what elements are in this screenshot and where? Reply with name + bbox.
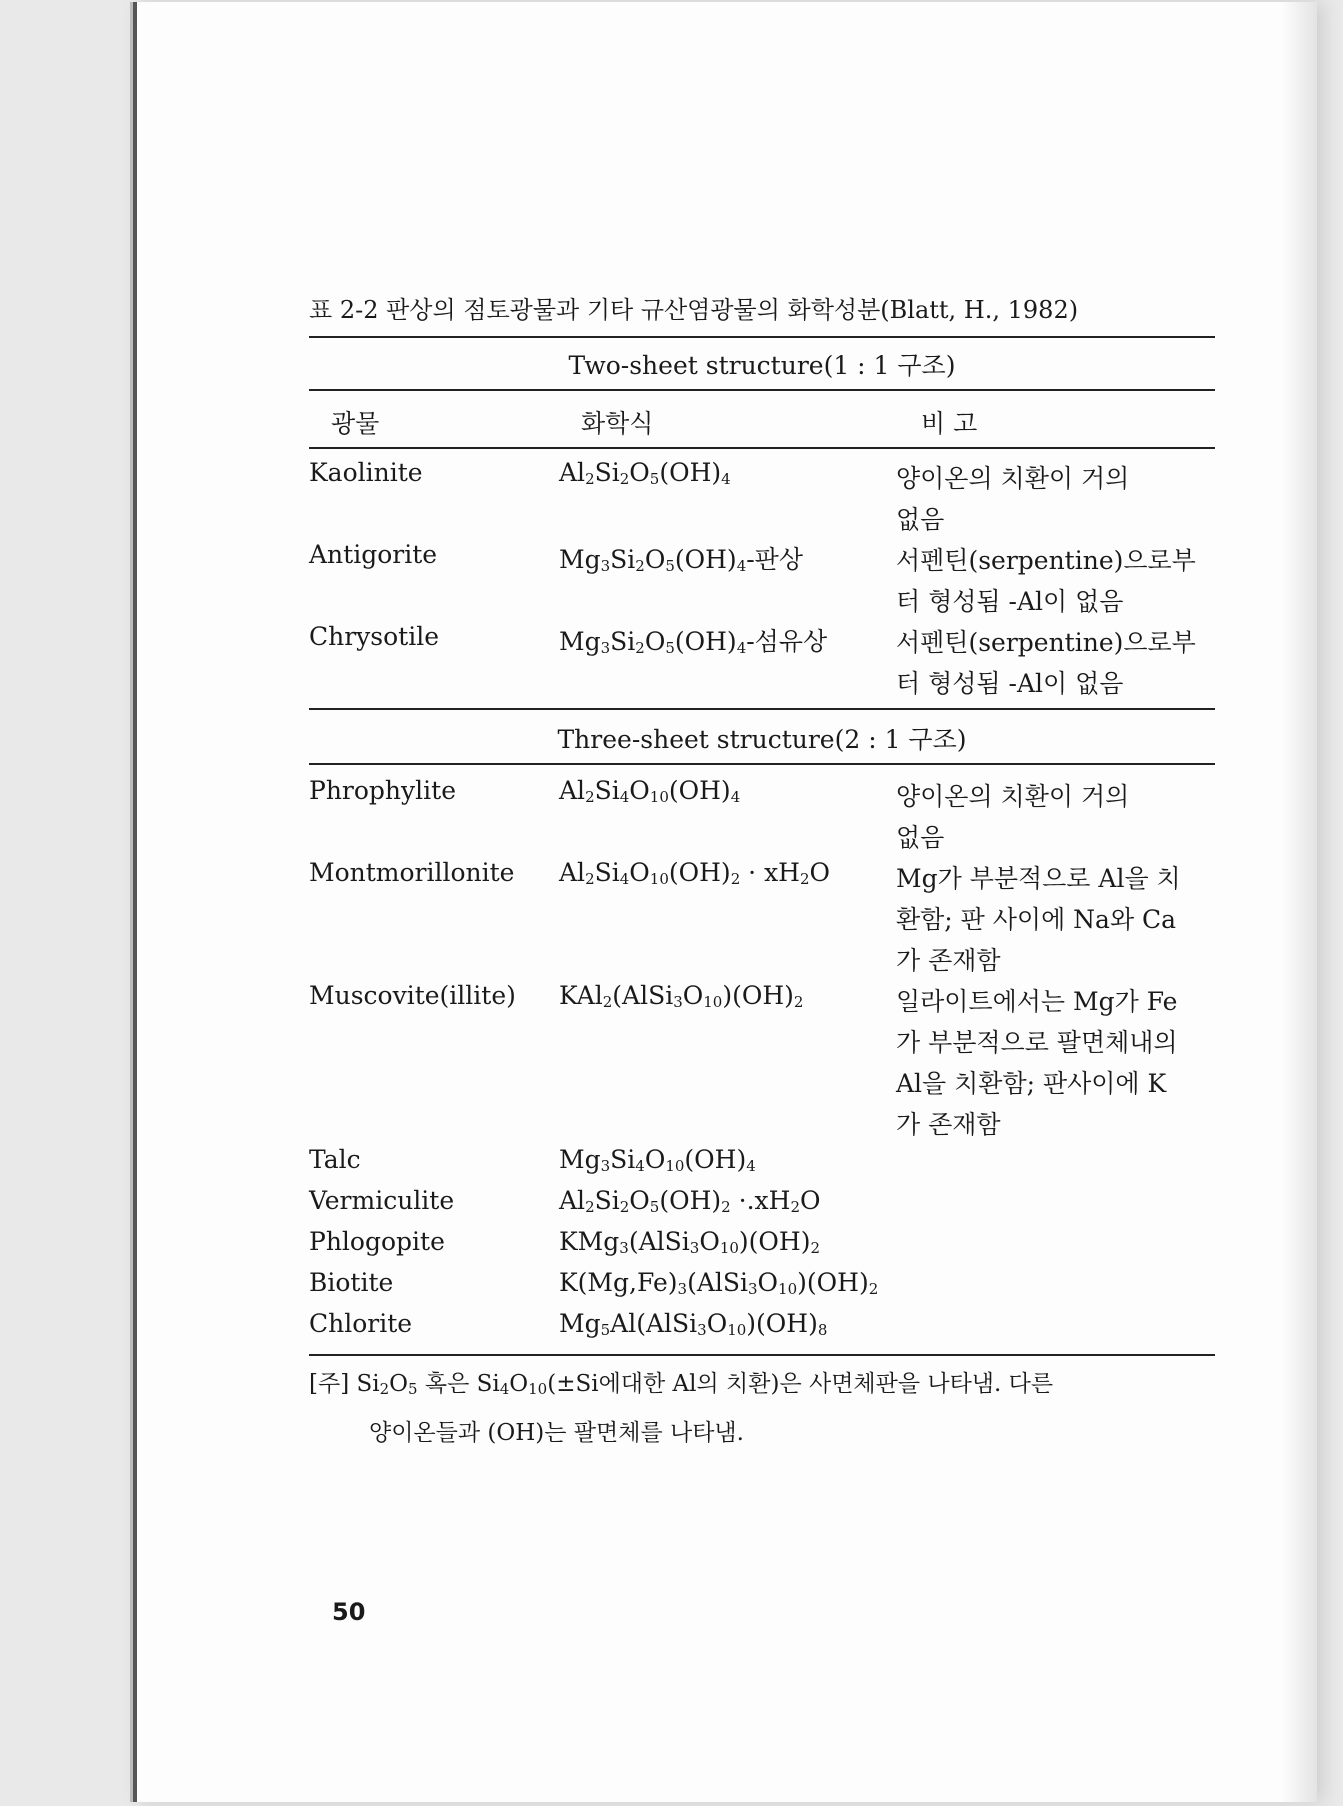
chemical-formula: $Mg_3Si_2O_5(OH)_4-$섬유상 [559, 627, 828, 657]
remarks [896, 776, 1216, 858]
page-fold-shadow [1281, 2, 1317, 1802]
mineral-name: Talc [309, 1145, 361, 1174]
chemical-formula: $Mg_3Si_4O_{10}(OH)_4$ [559, 1145, 756, 1175]
header-remarks: 비 고 [921, 409, 978, 438]
header-formula: 화학식 [581, 409, 654, 438]
rule [309, 447, 1215, 449]
chemical-formula: $Al_2Si_4O_{10}(OH)_2 \cdot xH_2O$ [559, 858, 831, 888]
mineral-name: Chrysotile [309, 622, 440, 651]
remarks-line: Al을 치환함; 판사이에 K [896, 1069, 1167, 1098]
chemical-formula: $Al_2Si_4O_{10}(OH)_4$ [559, 776, 741, 806]
remarks-line: Mg가 부분적으로 Al을 치 [896, 864, 1181, 893]
chemical-formula: $Al_2Si_2O_5(OH)_2 \cdot.xH_2O$ [559, 1186, 821, 1216]
chemical-formula: $Al_2Si_2O_5(OH)_4$ [559, 458, 731, 488]
mineral-name: Vermiculite [309, 1186, 455, 1215]
chemical-formula: $K(Mg,Fe)_3(AlSi_3O_{10})(OH)_2$ [559, 1268, 879, 1298]
table-note [309, 1362, 1215, 1455]
header-mineral: 광물 [331, 409, 380, 438]
section-two-sheet: Two-sheet structure(1 : 1 구조) [568, 351, 956, 380]
remarks [896, 540, 1216, 622]
remarks-line: 양이온의 치환이 거의 [896, 782, 1130, 811]
section-three-sheet: Three-sheet structure(2 : 1 구조) [557, 725, 967, 754]
remarks [896, 981, 1216, 1145]
remarks-line: 없음 [896, 823, 945, 852]
chemical-formula: $Mg_5Al(AlSi_3O_{10})(OH)_8$ [559, 1309, 828, 1339]
mineral-name: Kaolinite [309, 458, 423, 487]
mineral-name: Biotite [309, 1268, 394, 1297]
note-line-1: [주] $Si_2O_5$ 혹은 $Si_4O_{10}(\pm Si$에대한 Al의 치환)은 사면체판을 나타냄. 다른 [309, 1371, 1054, 1398]
remarks-line: 서펜틴(serpentine)으로부 [896, 628, 1196, 657]
remarks-line: 가 존재함 [896, 1110, 1001, 1139]
mineral-name: Chlorite [309, 1309, 413, 1338]
table-caption: 표 2-2 판상의 점토광물과 기타 규산염광물의 화학성분(Blatt, H., 1982) [309, 296, 1079, 324]
mineral-name: Muscovite(illite) [309, 981, 516, 1010]
remarks-line: 터 형성됨 -Al이 없음 [896, 669, 1124, 698]
remarks [896, 622, 1216, 704]
note-line-2: 양이온들과 (OH)는 팔면체를 나타냄. [369, 1420, 744, 1446]
chemical-formula: $Mg_3Si_2O_5(OH)_4-$판상 [559, 545, 803, 575]
remarks-line: 가 존재함 [896, 946, 1001, 975]
mineral-name: Montmorillonite [309, 858, 515, 887]
bottom-rule [309, 1354, 1215, 1356]
mineral-name: Phlogopite [309, 1227, 445, 1256]
rule [309, 708, 1215, 710]
remarks-line: 일라이트에서는 Mg가 Fe [896, 987, 1178, 1016]
remarks [896, 858, 1216, 981]
remarks-line: 터 형성됨 -Al이 없음 [896, 587, 1124, 616]
remarks-line: 가 부분적으로 팔면체내의 [896, 1028, 1178, 1057]
chemical-formula: $KMg_3(AlSi_3O_{10})(OH)_2$ [559, 1227, 821, 1257]
mineral-name: Antigorite [309, 540, 438, 569]
rule [309, 389, 1215, 391]
rule [309, 763, 1215, 765]
remarks-line: 양이온의 치환이 거의 [896, 464, 1130, 493]
remarks-line: 환함; 판 사이에 Na와 Ca [896, 905, 1177, 934]
remarks [896, 458, 1216, 540]
chemical-formula: $KAl_2(AlSi_3O_{10})(OH)_2$ [559, 981, 804, 1011]
book-page [133, 2, 1317, 1802]
page-number: 50 [332, 1598, 366, 1626]
remarks-line: 없음 [896, 505, 945, 534]
remarks-line: 서펜틴(serpentine)으로부 [896, 546, 1196, 575]
mineral-name: Phrophylite [309, 776, 456, 805]
top-rule [309, 336, 1215, 338]
